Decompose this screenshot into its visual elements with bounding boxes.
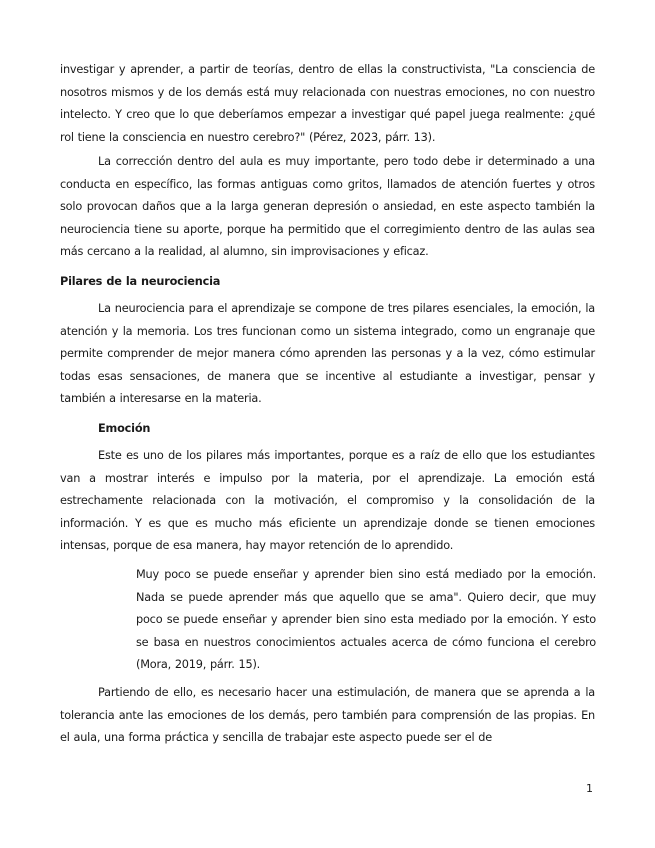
- paragraph-2: La corrección dentro del aula es muy importante, pero todo debe ir determinado a una conducta en específico, las formas antiguas como gritos, llamados de atención fuertes y otros solo provocan daños que a la larga generan depresión o ansiedad, en este aspecto también la neurociencia tiene su aporte, porque ha permitido que el corregimiento dentro de las aulas sea más cercano a la realidad, al alumno, sin improvisaciones y eficaz.: [60, 155, 595, 259]
- heading-pilares-block: [60, 271, 595, 293]
- paragraph-5: Partiendo de ello, es necesario hacer una estimulación, de manera que se aprenda a la tolerancia ante las emociones de los demás, pero también para comprensión de las propias. En el aula, una forma práctica y sencilla de trabajar este aspecto puede ser el de: [60, 686, 595, 745]
- block-quote: [136, 564, 596, 677]
- heading-emocion-block: [98, 418, 633, 440]
- paragraph-1: investigar y aprender, a partir de teorías, dentro de ellas la constructivista, "La consciencia de nosotros mismos y de los demás está muy relacionada con nuestras emociones, no con nuestro intelecto. Y creo que lo que deberíamos empezar a investigar qué papel juega realmente: ¿qué rol tiene la consciencia en nuestro cerebro?" (Pérez, 2023, párr. 13).: [60, 63, 595, 144]
- paragraph-3: La neurociencia para el aprendizaje se compone de tres pilares esenciales, la emoción, la atención y la memoria. Los tres funcionan como un sistema integrado, como un engranaje que permite comprender de mejor manera cómo aprenden las personas y a la vez, cómo estimular todas esas sensaciones, de manera que se incentive al estudiante a investigar, pensar y también a interesarse en la materia.: [60, 302, 595, 406]
- heading-emocion: Emoción: [98, 422, 151, 435]
- paragraph-4-block: [60, 445, 595, 558]
- heading-pilares: Pilares de la neurociencia: [60, 275, 221, 288]
- paragraph-1-block: [60, 59, 595, 149]
- paragraph-2-block: [60, 151, 595, 264]
- paragraph-4: Este es uno de los pilares más importantes, porque es a raíz de ello que los estudiantes van a mostrar interés e impulso por la materia, por el aprendizaje. La emoción está estrechamente relacionada con la motivación, el compromiso y la consolidación de la información. Y es que es mucho más eficiente un aprendizaje donde se tienen emociones intensas, porque de esa manera, hay mayor retención de lo aprendido.: [60, 449, 595, 553]
- paragraph-3-block: [60, 298, 595, 411]
- paragraph-5-block: [60, 682, 595, 750]
- page-number: 1: [586, 782, 593, 795]
- block-quote-text: Muy poco se puede enseñar y aprender bien sino está mediado por la emoción. Nada se puede aprender más que aquello que se ama". Quiero decir, que muy poco se puede enseñar y aprender bien sino esta mediado por la emoción. Y esto se basa en nuestros conocimientos actuales acerca de cómo funciona el cerebro (Mora, 2019, párr. 15).: [136, 568, 596, 672]
